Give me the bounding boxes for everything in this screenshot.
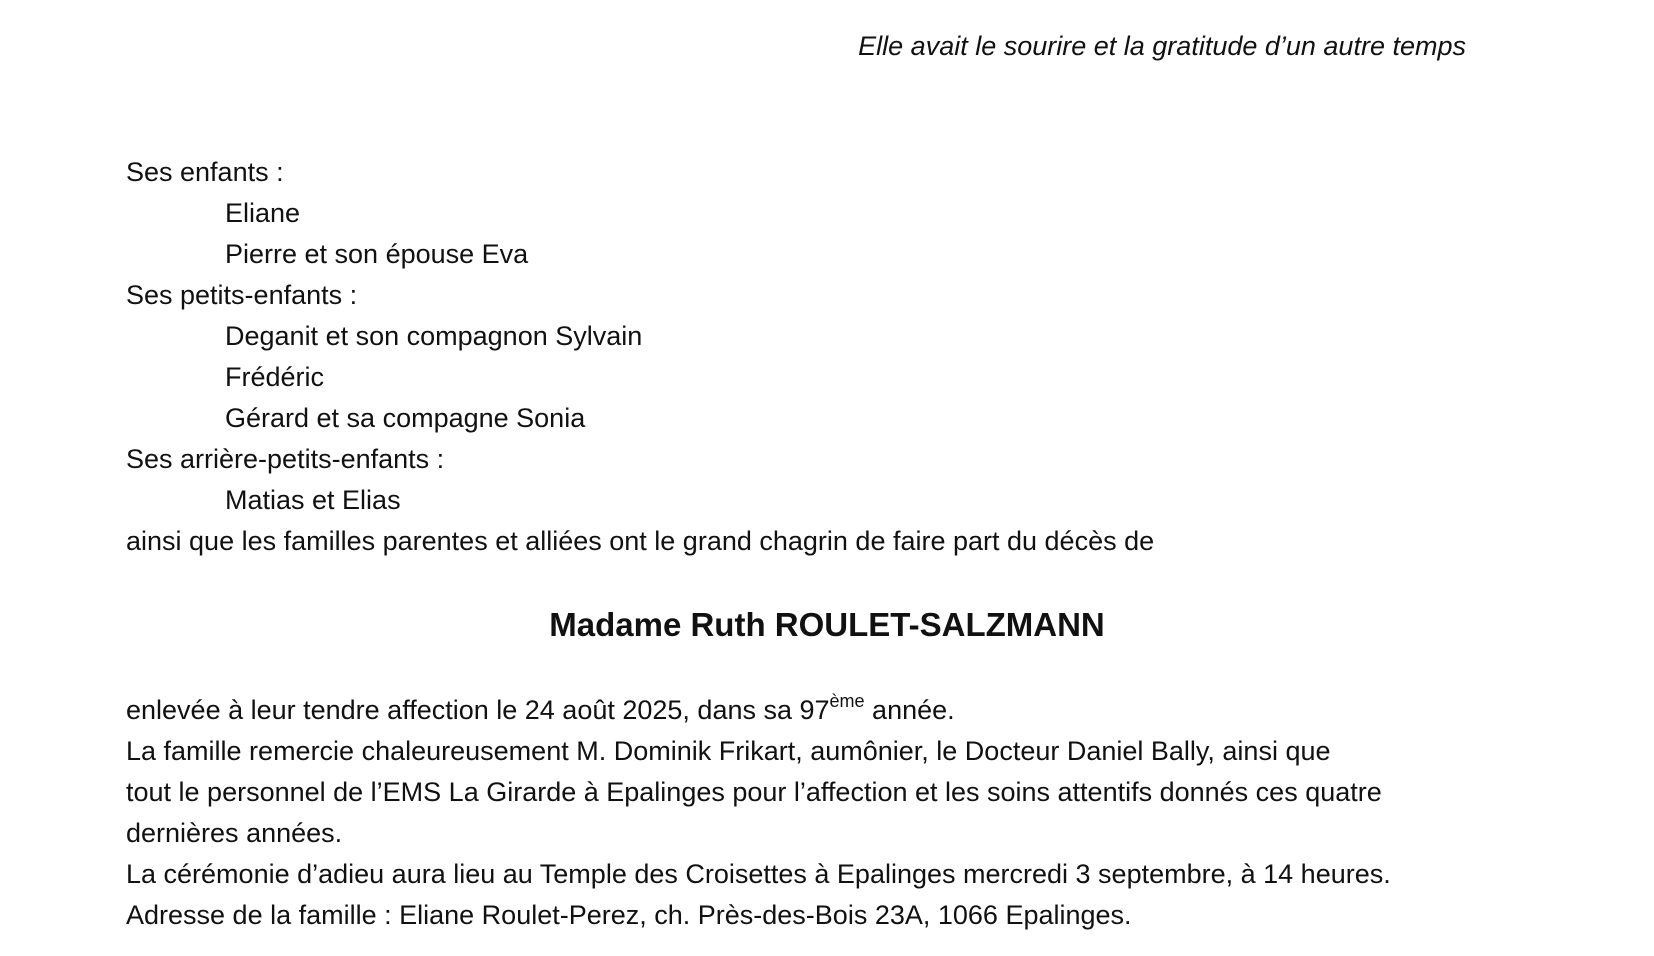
grandchildren-heading: Ses petits-enfants :	[126, 280, 358, 310]
family-list	[126, 152, 1566, 562]
announcement-text: ainsi que les familles parentes et alliées ont le grand chagrin de faire part du décès de	[126, 526, 1155, 556]
thanks-line: dernières années.	[126, 818, 343, 848]
children-heading: Ses enfants :	[126, 157, 284, 187]
closing-text	[126, 690, 1566, 936]
death-notice	[126, 690, 1566, 731]
grandchild-entry: Frédéric	[225, 362, 325, 392]
grandchild-entry: Deganit et son compagnon Sylvain	[225, 321, 643, 351]
epigraph: Elle avait le sourire et la gratitude d’un autre temps	[858, 31, 1466, 61]
ordinal-suffix: ème	[829, 691, 865, 711]
death-notice-start: enlevée à leur tendre affection le 24 août 2025, dans sa 97	[126, 695, 830, 725]
child-entry: Eliane	[225, 198, 301, 228]
death-notice-end: année.	[864, 695, 955, 725]
thanks-line: tout le personnel de l’EMS La Girarde à Epalinges pour l’affection et les soins attentifs donnés ces quatre	[126, 777, 1382, 807]
family-address: Adresse de la famille : Eliane Roulet-Perez, ch. Près-des-Bois 23A, 1066 Epalinges.	[126, 900, 1132, 930]
thanks-line: La famille remercie chaleureusement M. Dominik Frikart, aumônier, le Docteur Daniel Bally, ainsi que	[126, 736, 1331, 766]
deceased-name: Madame Ruth ROULET-SALZMANN	[549, 606, 1105, 643]
ceremony-info: La cérémonie d’adieu aura lieu au Temple des Croisettes à Epalinges mercredi 3 septembre, à 14 heures.	[126, 859, 1391, 889]
grandchild-entry: Gérard et sa compagne Sonia	[225, 403, 586, 433]
child-entry: Pierre et son épouse Eva	[225, 239, 529, 269]
great-grandchildren-heading: Ses arrière-petits-enfants :	[126, 444, 445, 474]
great-grandchild-entry: Matias et Elias	[225, 485, 401, 515]
